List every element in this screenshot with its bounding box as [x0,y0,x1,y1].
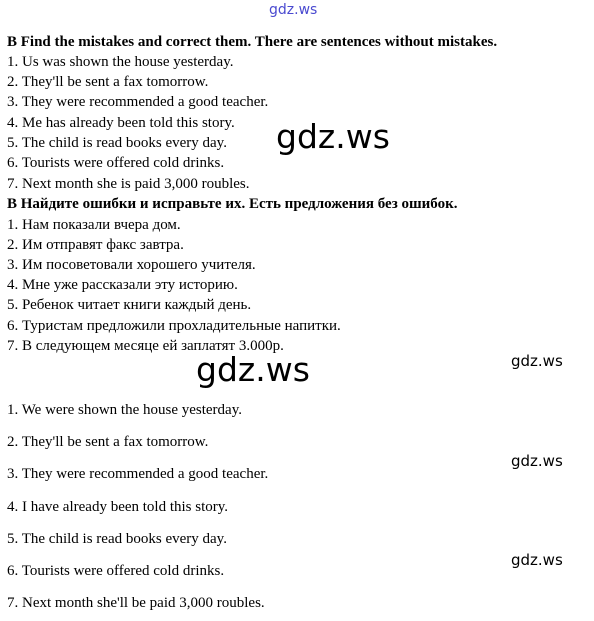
task-ru-item: 6. Туристам предложили прохладительные напитки. [7,318,341,334]
answer-item: 2. They'll be sent a fax tomorrow. [7,434,209,450]
watermark-small: gdz.ws [511,551,563,569]
task-en-item: 1. Us was shown the house yesterday. [7,54,234,70]
task-ru-item: 5. Ребенок читает книги каждый день. [7,297,252,313]
task-en-item: 5. The child is read books every day. [7,135,227,151]
watermark-small: gdz.ws [511,452,563,470]
task-en-item: 2. They'll be sent a fax tomorrow. [7,74,209,90]
answer-item: 5. The child is read books every day. [7,531,227,547]
task-ru-item: 2. Им отправят факс завтра. [7,237,184,253]
watermark-small: gdz.ws [511,352,563,370]
answer-item: 1. We were shown the house yesterday. [7,402,242,418]
watermark-large: gdz.ws [276,117,390,156]
watermark-top: gdz.ws [269,2,318,18]
task-ru-item: 1. Нам показали вчера дом. [7,217,181,233]
task-ru-heading: В Найдите ошибки и исправьте их. Есть предложения без ошибок. [7,196,458,212]
task-en-heading: B Find the mistakes and correct them. There are sentences without mistakes. [7,34,498,50]
task-ru-item: 7. В следующем месяце ей заплатят 3.000р. [7,338,284,354]
answer-item: 3. They were recommended a good teacher. [7,466,269,482]
task-en-item: 4. Me has already been told this story. [7,115,235,131]
answer-item: 6. Tourists were offered cold drinks. [7,563,225,579]
task-en-item: 7. Next month she is paid 3,000 roubles. [7,176,250,192]
task-ru-item: 3. Им посоветовали хорошего учителя. [7,257,256,273]
answer-item: 4. I have already been told this story. [7,499,229,515]
task-ru-item: 4. Мне уже рассказали эту историю. [7,277,238,293]
task-en-item: 6. Tourists were offered cold drinks. [7,155,225,171]
task-en-item: 3. They were recommended a good teacher. [7,94,269,110]
answer-item: 7. Next month she'll be paid 3,000 roubles. [7,595,265,611]
watermark-large: gdz.ws [196,350,310,389]
